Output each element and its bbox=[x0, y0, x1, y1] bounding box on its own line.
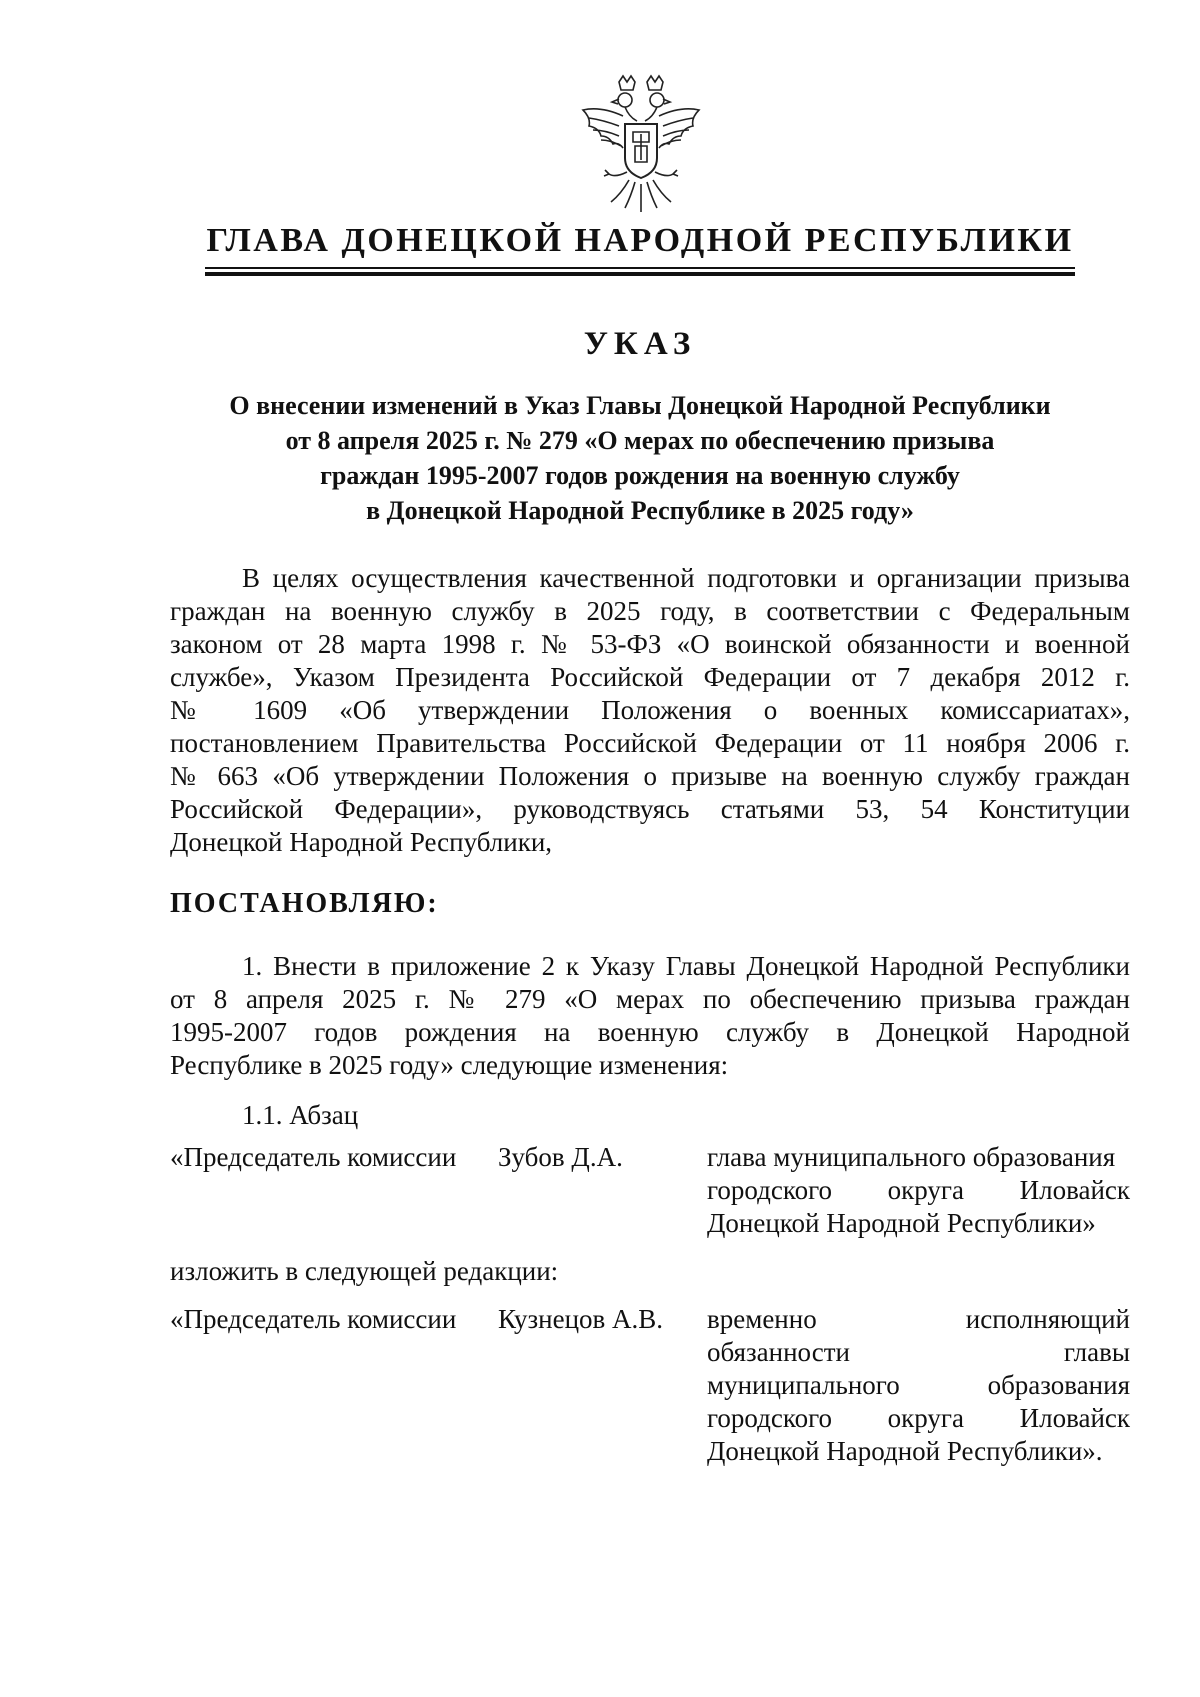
position-line: обязанности главы bbox=[707, 1337, 1130, 1367]
item-1-line: 1995-2007 годов рождения на военную службу в Донецкой Народной bbox=[170, 1017, 1130, 1047]
old-entry-role: «Председатель комиссии bbox=[170, 1142, 457, 1172]
preamble-line: Донецкой Народной Республики, bbox=[170, 827, 553, 857]
position-line: глава муниципального образования bbox=[707, 1142, 1116, 1172]
subject-line: О внесении изменений в Указ Главы Донецкой Народной Республики bbox=[229, 391, 1051, 420]
subitem-1-1: 1.1. Абзац bbox=[242, 1100, 359, 1130]
old-entry-position bbox=[707, 1141, 1130, 1240]
preamble-line: законом от 28 марта 1998 г. № 53-ФЗ «О воинской обязанности и военной bbox=[170, 629, 1130, 659]
item-1-paragraph bbox=[170, 950, 1130, 1082]
preamble-line: службе», Указом Президента Российской Федерации от 7 декабря 2012 г. bbox=[170, 662, 1130, 692]
preamble-line: № 663 «Об утверждении Положения о призыве на военную службу граждан bbox=[170, 761, 1130, 791]
old-entry-name: Зубов Д.А. bbox=[498, 1142, 623, 1172]
item-1-line: Республике в 2025 году» следующие изменения: bbox=[170, 1050, 729, 1080]
position-line: муниципального образования bbox=[707, 1370, 1130, 1400]
preamble-line: № 1609 «Об утверждении Положения о военных комиссариатах», bbox=[170, 695, 1130, 725]
subject-line: от 8 апреля 2025 г. № 279 «О мерах по обеспечению призыва bbox=[285, 426, 995, 455]
preamble-line: граждан на военную службу в 2025 году, в соответствии с Федеральным bbox=[170, 596, 1130, 626]
position-line: Донецкой Народной Республики». bbox=[707, 1436, 1103, 1466]
new-entry-position bbox=[707, 1303, 1130, 1468]
coat-of-arms-emblem bbox=[575, 72, 707, 218]
new-entry-name: Кузнецов А.В. bbox=[498, 1304, 664, 1334]
preamble-paragraph bbox=[170, 562, 1130, 859]
instruction-text: изложить в следующей редакции: bbox=[170, 1256, 559, 1286]
position-line: городского округа Иловайск bbox=[707, 1403, 1130, 1433]
position-line: Донецкой Народной Республики» bbox=[707, 1208, 1096, 1238]
position-line: временно исполняющий bbox=[707, 1304, 1130, 1334]
document-type: УКАЗ bbox=[583, 326, 697, 362]
document-subject bbox=[170, 388, 1110, 528]
preamble-line: В целях осуществления качественной подготовки и организации призыва bbox=[242, 563, 1130, 593]
item-1-line: от 8 апреля 2025 г. № 279 «О мерах по обеспечению призыва граждан bbox=[170, 984, 1130, 1014]
position-line: городского округа Иловайск bbox=[707, 1175, 1130, 1205]
subject-line: граждан 1995-2007 годов рождения на военную службу bbox=[320, 461, 960, 490]
header-divider-thick bbox=[205, 272, 1075, 276]
preamble-line: постановлением Правительства Российской Федерации от 11 ноября 2006 г. bbox=[170, 728, 1130, 758]
issuing-authority: ГЛАВА ДОНЕЦКОЙ НАРОДНОЙ РЕСПУБЛИКИ bbox=[206, 222, 1074, 259]
header-divider-thin bbox=[205, 267, 1075, 269]
item-1-line: 1. Внести в приложение 2 к Указу Главы Донецкой Народной Республики bbox=[242, 951, 1130, 981]
preamble-line: Российской Федерации», руководствуясь статьями 53, 54 Конституции bbox=[170, 794, 1130, 824]
subject-line: в Донецкой Народной Республике в 2025 году» bbox=[366, 496, 914, 525]
new-entry-role: «Председатель комиссии bbox=[170, 1304, 457, 1334]
decree-word: ПОСТАНОВЛЯЮ: bbox=[170, 888, 439, 919]
